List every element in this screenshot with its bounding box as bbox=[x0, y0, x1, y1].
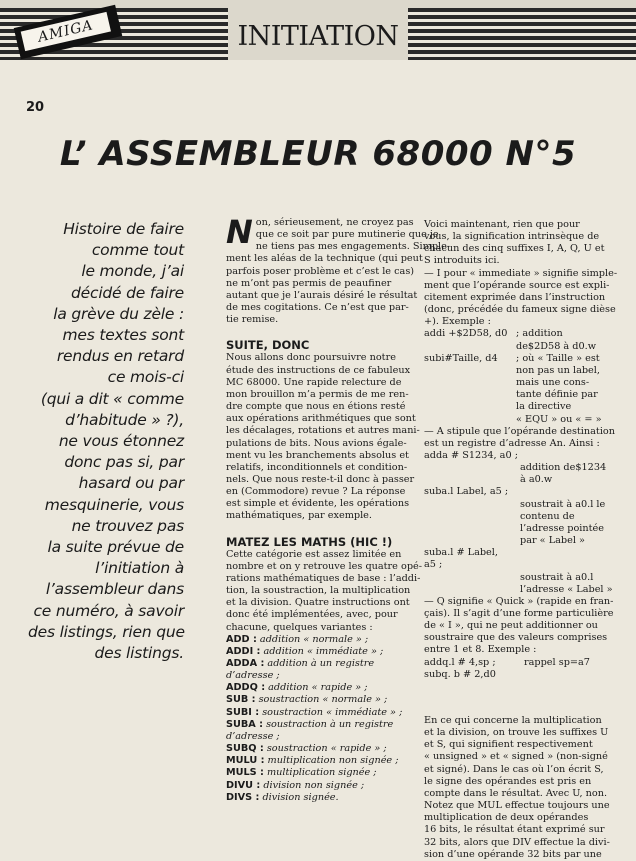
text-line: et la division. Quatre instructions ont bbox=[226, 597, 410, 609]
text-line: MC 68000. Une rapide relecture de bbox=[226, 376, 402, 388]
text-line: compte dans le résultat. Avec U, non. bbox=[424, 787, 608, 799]
intro-text bbox=[28, 219, 184, 664]
drop-cap: N bbox=[226, 213, 253, 251]
text-line: chacun des cinq suffixes I, A, Q, U et bbox=[424, 243, 605, 255]
instruction-item bbox=[226, 646, 412, 658]
text-line: suba.l # Label, bbox=[424, 547, 498, 559]
text-line: a5 ; bbox=[424, 559, 443, 571]
instruction-description: division signée. bbox=[262, 791, 339, 803]
code-comment: « EQU » ou « = » bbox=[516, 413, 602, 425]
text-line: entre 1 et 8. Exemple : bbox=[424, 644, 537, 656]
code-comment: mais une cons- bbox=[516, 377, 590, 389]
text-line: contenu de bbox=[520, 510, 575, 522]
text-line: à a0.w bbox=[520, 474, 553, 486]
code-example-immediate bbox=[424, 328, 616, 425]
text-line: ne tiens pas mes engagements. Simple- bbox=[255, 241, 451, 253]
instruction-mnemonic: ADD : bbox=[226, 633, 257, 645]
code-comment bbox=[424, 499, 616, 548]
code-row bbox=[424, 377, 616, 389]
text-line: nombre et on y retrouve les quatre opé- bbox=[226, 560, 423, 572]
text-line: (donc, précédée du fameux signe dièse bbox=[424, 304, 616, 316]
code-row bbox=[424, 389, 616, 401]
code-instruction: addq.l # 4,sp ; bbox=[424, 656, 496, 668]
text-line: comme tout bbox=[91, 241, 184, 260]
paragraph-muldiv bbox=[424, 715, 616, 861]
instruction-mnemonic: ADDI : bbox=[226, 645, 261, 657]
article-title: L’ ASSEMBLEUR 68000 N°5 bbox=[59, 134, 577, 174]
paragraph-suite bbox=[226, 352, 420, 522]
text-line: S introduits ici. bbox=[424, 255, 500, 267]
instruction-description: addition à un registre bbox=[267, 658, 375, 669]
text-line: mes textes sont bbox=[62, 326, 184, 345]
code-instruction: subq. b # 2,d0 bbox=[424, 668, 496, 680]
text-line: donc pas si, par bbox=[64, 453, 184, 472]
text-line: ne m’ont pas permis de peaufiner bbox=[226, 277, 392, 289]
text-line: l’adresse « Label » bbox=[520, 583, 613, 595]
text-line: parfois poser problème et c’est le cas) bbox=[226, 265, 415, 277]
instruction-mnemonic: MULU : bbox=[226, 755, 265, 767]
text-line: rations mathématiques de base : l’addi- bbox=[226, 572, 421, 584]
instruction-mnemonic: SUBQ : bbox=[226, 743, 264, 755]
instruction-description: d’adresse ; bbox=[226, 670, 280, 682]
text-line: en (Commodore) revue ? La réponse bbox=[226, 486, 406, 498]
text-line: Histoire de faire bbox=[63, 220, 184, 238]
instruction-item bbox=[226, 694, 412, 706]
instruction-mnemonic: SUBA : bbox=[226, 718, 263, 730]
text-line: adda # S1234, a0 ; bbox=[424, 449, 518, 461]
text-line: — I pour « immediate » signifie simple- bbox=[424, 267, 618, 279]
code-comment: de$2D58 à d0.w bbox=[516, 340, 597, 352]
instruction-item bbox=[226, 767, 412, 779]
text-line: soustrait à a0.l le bbox=[520, 498, 606, 510]
text-line: ce numéro, à savoir bbox=[33, 601, 184, 620]
text-line: çais). Il s’agit d’une forme particulière bbox=[424, 608, 614, 619]
paragraph-line: on, sérieusement, ne croyez pas bbox=[255, 217, 414, 228]
text-line: et signé). Dans le cas où l’on écrit S, bbox=[424, 763, 604, 775]
header-stripes-right bbox=[408, 8, 636, 60]
code-row bbox=[424, 365, 616, 377]
text-line: — Q signifie « Quick » (rapide en fran- bbox=[424, 595, 614, 607]
code-row bbox=[424, 353, 616, 365]
paragraph-quick bbox=[424, 596, 616, 657]
text-line: l’assembleur dans bbox=[45, 580, 184, 599]
text-line: autant que je l’aurais désiré le résultat bbox=[226, 289, 418, 301]
code-comment: ; addition bbox=[516, 328, 563, 340]
instruction-mnemonic: DIVU : bbox=[226, 779, 261, 791]
instruction-mnemonic: DIVS : bbox=[226, 791, 260, 803]
instruction-list bbox=[226, 634, 412, 804]
text-line: aux opérations arithmétiques que sont bbox=[226, 413, 416, 425]
instruction-description: soustraction « immédiate » ; bbox=[262, 706, 403, 718]
text-line: est simple et évidente, les opérations bbox=[226, 498, 410, 510]
text-line: mon brouillon m’a permis de me ren- bbox=[226, 388, 409, 400]
amiga-badge-label: AMIGA bbox=[21, 12, 111, 51]
column-2 bbox=[424, 219, 616, 861]
code-comment: ; où « Taille » est bbox=[516, 352, 600, 364]
instruction-item bbox=[226, 780, 412, 792]
text-line: tie remise. bbox=[226, 314, 279, 326]
text-line: nels. Que nous reste-t-il donc à passer bbox=[226, 473, 415, 485]
code-line: suba.l Label, a5 ; bbox=[424, 486, 509, 498]
code-row bbox=[424, 414, 616, 426]
paragraph-address bbox=[424, 426, 616, 462]
text-line: des listings, rien que bbox=[28, 622, 185, 641]
text-line: ne trouvez pas bbox=[71, 516, 184, 535]
code-comment: la directive bbox=[516, 401, 572, 413]
instruction-description: soustraction « normale » ; bbox=[258, 694, 388, 706]
text-line: En ce qui concerne la multiplication bbox=[424, 714, 602, 726]
text-line: vous, la signification intrinsèque de bbox=[424, 231, 600, 243]
text-line: addition de$1234 bbox=[520, 462, 607, 474]
text-line: 16 bits, le résultat étant exprimé sur bbox=[424, 824, 605, 836]
text-line: des listings. bbox=[94, 644, 184, 663]
text-line: l’adresse pointée bbox=[520, 522, 605, 534]
heading-suite-donc: SUITE, DONC bbox=[226, 338, 310, 353]
code-example-quick bbox=[424, 657, 616, 681]
code-instruction bbox=[424, 414, 516, 426]
text-line: le signe des opérandes est pris en bbox=[424, 775, 592, 787]
code-line bbox=[424, 547, 616, 571]
code-comment: tante définie par bbox=[516, 389, 598, 401]
code-row bbox=[424, 669, 616, 681]
instruction-item bbox=[226, 792, 412, 804]
text-line: ce mois-ci bbox=[107, 368, 184, 387]
text-line: +). Exemple : bbox=[424, 316, 491, 328]
instruction-description: d’adresse ; bbox=[226, 730, 280, 742]
code-instruction: subi#Taille, d4 bbox=[424, 352, 498, 364]
heading-matez-les-maths: MATEZ LES MATHS (HIC !) bbox=[226, 534, 393, 549]
text-line: décidé de faire bbox=[71, 283, 184, 302]
code-instruction bbox=[424, 401, 516, 413]
text-line: « unsigned » et « signed » (non-signé bbox=[424, 751, 608, 763]
instruction-description: multiplication signée ; bbox=[267, 767, 377, 779]
text-line: est un registre d’adresse An. Ainsi : bbox=[424, 437, 600, 449]
instruction-description: soustraction à un registre bbox=[266, 718, 394, 730]
code-row bbox=[424, 328, 616, 340]
paragraph-maths bbox=[226, 548, 423, 634]
instruction-description: soustraction « rapide » ; bbox=[266, 743, 387, 755]
text-line: et S, qui signifient respectivement bbox=[424, 739, 593, 751]
instruction-item bbox=[226, 731, 412, 743]
code-row bbox=[424, 401, 616, 413]
code-comment bbox=[424, 572, 616, 596]
text-line: chacune, quelques variantes : bbox=[226, 621, 373, 633]
instruction-mnemonic: SUB : bbox=[226, 694, 256, 706]
text-line: la suite prévue de bbox=[47, 538, 184, 557]
instruction-item bbox=[226, 658, 412, 670]
text-line: relatifs, inconditionnels et condition- bbox=[226, 461, 408, 473]
text-line: mathématiques, par exemple. bbox=[226, 510, 372, 522]
text-line: étude des instructions de ce fabuleux bbox=[226, 364, 411, 376]
text-line: Nous allons donc poursuivre notre bbox=[226, 352, 396, 364]
text-line: ment les aléas de la technique (qui peut bbox=[226, 253, 423, 265]
text-line: — A stipule que l’opérande destination bbox=[424, 425, 615, 437]
text-line: soustrait à a0.l bbox=[520, 571, 594, 583]
page-number: 20 bbox=[26, 100, 45, 115]
text-line: que ce soit par pure mutinerie que je bbox=[255, 229, 439, 241]
code-row bbox=[424, 657, 616, 669]
text-line: rendus en retard bbox=[56, 347, 184, 366]
text-line: d’habitude » ?), bbox=[65, 410, 184, 429]
text-line: l’initiation à bbox=[95, 559, 184, 578]
section-title: INITIATION bbox=[237, 21, 399, 52]
text-line: ne vous étonnez bbox=[58, 432, 184, 451]
code-instruction bbox=[424, 341, 516, 353]
text-line: tion, la soustraction, la multiplication bbox=[226, 585, 411, 597]
text-line: le monde, j’ai bbox=[81, 262, 184, 281]
instruction-mnemonic: ADDQ : bbox=[226, 682, 266, 694]
text-line: la grève du zèle : bbox=[53, 304, 184, 323]
code-instruction bbox=[424, 365, 516, 377]
text-line: Notez que MUL effectue toujours une bbox=[424, 800, 610, 812]
instruction-mnemonic: ADDA : bbox=[226, 658, 265, 669]
text-line: soustraire que des valeurs comprises bbox=[424, 632, 608, 644]
text-line: de mes cogitations. Ce n’est que par- bbox=[226, 302, 409, 314]
text-line: les décalages, rotations et autres mani- bbox=[226, 425, 420, 437]
text-line: pulations de bits. Nous avions égale- bbox=[226, 437, 407, 449]
instruction-description: division non signée ; bbox=[263, 779, 365, 791]
code-instruction bbox=[424, 389, 516, 401]
instruction-description: addition « rapide » ; bbox=[268, 682, 368, 694]
text-line: 32 bits, alors que DIV effectue la divi- bbox=[424, 836, 610, 848]
code-comment bbox=[424, 462, 616, 486]
text-line: Voici maintenant, rien que pour bbox=[424, 219, 580, 230]
instruction-item bbox=[226, 719, 412, 731]
paragraph-intro bbox=[226, 229, 451, 326]
instruction-item bbox=[226, 682, 412, 694]
code-instruction: addi +$2D58, d0 bbox=[424, 328, 508, 340]
instruction-mnemonic: MULS : bbox=[226, 767, 264, 779]
instruction-item bbox=[226, 634, 412, 646]
text-line: (qui a dit « comme bbox=[40, 389, 184, 408]
text-line: multiplication de deux opérandes bbox=[424, 812, 589, 824]
text-line: hasard ou par bbox=[78, 474, 184, 493]
text-line: dre compte que nous en étions resté bbox=[226, 401, 406, 413]
text-line: et la division, on trouve les suffixes U bbox=[424, 727, 609, 739]
text-line: ment vu les branchements absolus et bbox=[226, 449, 409, 461]
instruction-item bbox=[226, 707, 412, 719]
text-line: Cette catégorie est assez limitée en bbox=[226, 548, 402, 560]
text-line: citement exprimée dans l’instruction bbox=[424, 291, 606, 303]
instruction-item bbox=[226, 755, 412, 767]
instruction-description: multiplication non signée ; bbox=[267, 755, 399, 767]
text-line: sion d’une opérande 32 bits par une bbox=[424, 848, 602, 860]
text-line: de « I », qui ne peut additionner ou bbox=[424, 620, 598, 632]
instruction-item bbox=[226, 743, 412, 755]
text-line: mesquinerie, vous bbox=[44, 495, 184, 514]
text-line: ment que l’opérande source est expli- bbox=[424, 279, 610, 291]
code-row bbox=[424, 341, 616, 353]
text-line: donc été implémentées, avec, pour bbox=[226, 609, 398, 621]
paragraph-suffixes bbox=[424, 219, 616, 328]
code-instruction bbox=[424, 377, 516, 389]
instruction-description: addition « immédiate » ; bbox=[263, 645, 384, 657]
code-comment: non pas un label, bbox=[516, 364, 600, 376]
text-line: par « Label » bbox=[520, 535, 585, 547]
instruction-mnemonic: SUBI : bbox=[226, 706, 260, 718]
code-comment: rappel sp=a7 bbox=[524, 656, 590, 668]
instruction-description: addition « normale » ; bbox=[259, 633, 369, 645]
instruction-item bbox=[226, 670, 412, 682]
